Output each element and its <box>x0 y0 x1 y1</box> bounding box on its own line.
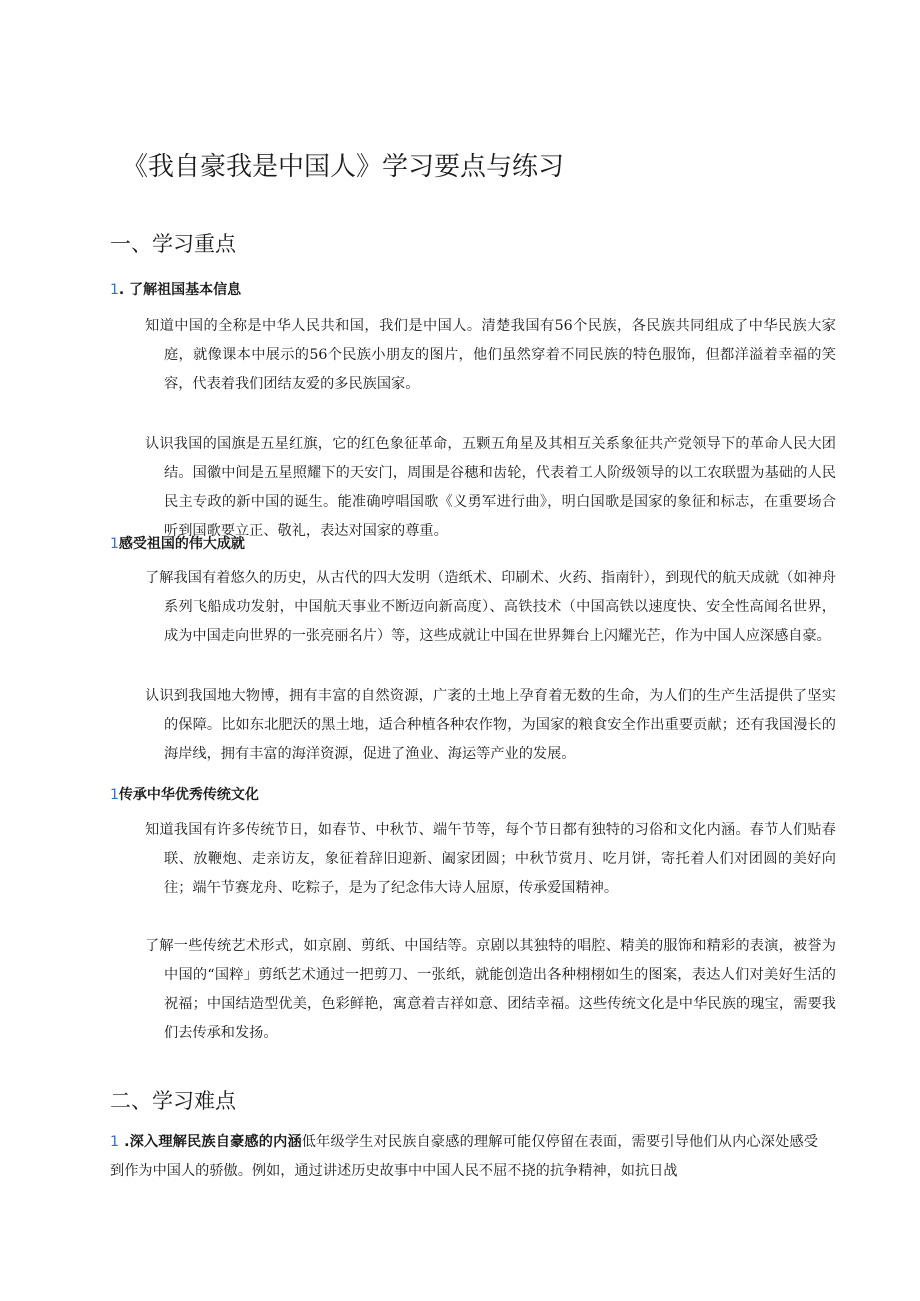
section-heading-key-points: 一、学习重点 <box>110 232 236 256</box>
paragraph-history-achievements: 了解我国有着悠久的历史，从古代的四大发明（造纸术、印刷术、火药、指南针），到现代的航天成就（如神舟系列飞船成功发射，中国航天事业不断迈向新高度）、高铁技术（中国高铁以速度快、安全性高闻名世界，成为中国走向世界的一张亮丽名片）等，这些成就让中国在世界舞台上闪耀光芒，作为中国人应深感自豪。 <box>145 570 836 644</box>
item-text: 低年级学生对民族自豪感的理解可能仅停留在表面，需要引导他们从内心深处感受到作为中国人的骄傲。例如，通过讲述历史故事中中国人民不屈不挠的抗争精神，如抗日战 <box>110 1134 818 1179</box>
paragraph-national-pride <box>110 1128 818 1186</box>
subheading-text: 感受祖国的伟大成就 <box>118 536 245 552</box>
paragraph-country-name: 知道中国的全称是中华人民共和国，我们是中国人。清楚我国有56个民族，各民族共同组成了中华民族大家庭，就像课本中展示的56个民族小朋友的图片，他们虽然穿着不同民族的特色服饰，但都洋溢着幸福的笑容，代表着我们团结友爱的多民族国家。 <box>145 318 836 392</box>
subheading-text: 传承中华优秀传统文化 <box>118 787 259 803</box>
list-number: 1 <box>110 536 119 552</box>
paragraph-natural-resources: 认识到我国地大物博，拥有丰富的自然资源，广袤的土地上孕育着无数的生命，为人们的生产生活提供了坚实的保障。比如东北肥沃的黑土地，适合种植各种农作物，为国家的粮食安全作出重要贡献；还有我国漫长的海岸线，拥有丰富的海洋资源，促进了渔业、海运等产业的发展。 <box>145 688 836 762</box>
document-title: 《我自豪我是中国人》学习要点与练习 <box>122 152 565 182</box>
paragraph-flag-emblem-anthem: 认识我国的国旗是五星红旗，它的红色象征革命，五颗五角星及其相互关系象征共产党领导下的革命人民大团结。国徽中间是五星照耀下的天安门，周围是谷穗和齿轮，代表着工人阶级领导的以工农联盟为基础的人民民主专政的新中国的诞生。能准确哼唱国歌《义勇军进行曲》，明白国歌是国家的象征和标志，在重要场合听到国歌要立正、敬礼，表达对国家的尊重。 <box>145 436 836 539</box>
list-number: 1 <box>110 1134 120 1150</box>
subheading-text: . 了解祖国基本信息 <box>118 282 242 298</box>
list-number: 1 <box>110 787 119 803</box>
subheading-basic-info <box>110 279 241 299</box>
paragraph-traditional-festivals: 知道我国有许多传统节日，如春节、中秋节、端午节等，每个节日都有独特的习俗和文化内涵。春节人们贴春联、放鞭炮、走亲访友，象征着辞旧迎新、阖家团圆；中秋节赏月、吃月饼，寄托着人们对团圆的美好向往；端午节赛龙舟、吃粽子，是为了纪念伟大诗人屈原，传承爱国精神。 <box>145 822 836 896</box>
subheading-achievements <box>110 533 245 553</box>
list-number: 1 <box>110 282 119 298</box>
subheading-traditional-culture <box>110 784 259 804</box>
item-title: .深入理解民族自豪感的内涵 <box>119 1134 302 1150</box>
section-heading-difficulties: 二、学习难点 <box>110 1089 236 1113</box>
paragraph-traditional-arts: 了解一些传统艺术形式，如京剧、剪纸、中国结等。京剧以其独特的唱腔、精美的服饰和精彩的表演，被誉为中国的“国粹」剪纸艺术通过一把剪刀、一张纸，就能创造出各种栩栩如生的图案，表达人们对美好生活的祝福；中国结造型优美，色彩鲜艳，寓意着吉祥如意、团结幸福。这些传统文化是中华民族的瑰宝，需要我们去传承和发扬。 <box>145 938 836 1041</box>
